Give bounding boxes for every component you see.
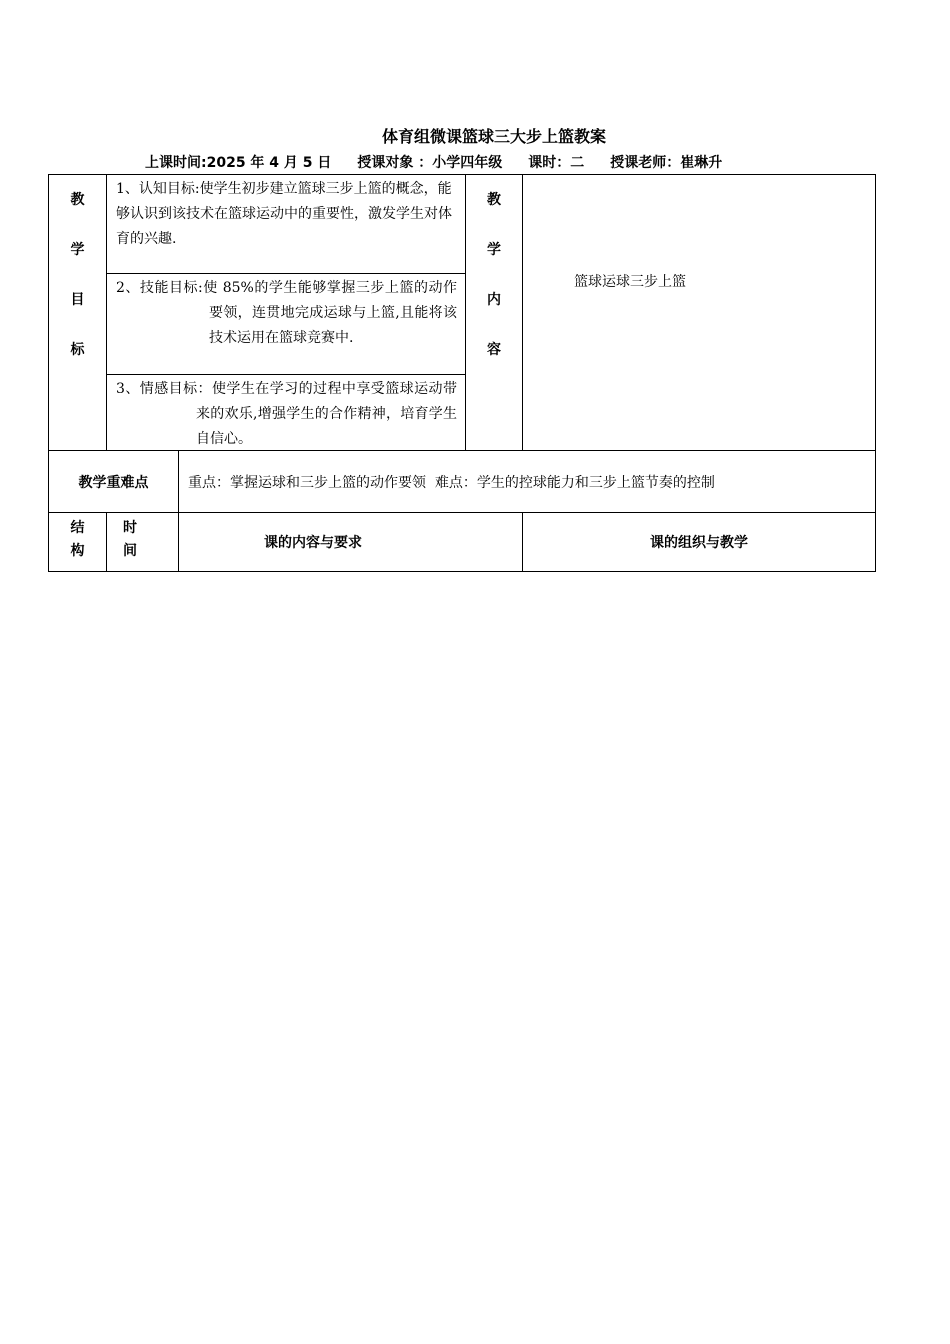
objectives-label-char: 标 bbox=[70, 342, 85, 358]
content-value: 篮球运球三步上篮 bbox=[574, 274, 686, 290]
keypoints-label: 教学重难点 bbox=[78, 474, 149, 491]
content-requirements-header: 课的内容与要求 bbox=[264, 535, 362, 551]
lesson-time: 上课时间:2025 年 4 月 5 日 bbox=[145, 155, 332, 171]
objective-affective-cell bbox=[106, 374, 466, 451]
time-label-cell bbox=[106, 512, 179, 572]
keypoints-value: 重点：掌握运球和三步上篮的动作要领 难点：学生的控球能力和三步上篮节奏的控制 bbox=[188, 474, 715, 491]
objective-skill-text: 2、技能目标:使 85%的学生能够掌握三步上篮的动作要领，连贯地完成运球与上篮,且能将该技术运用在篮球竞赛中. bbox=[116, 280, 457, 346]
lesson-info-line bbox=[145, 152, 722, 172]
content-requirements-header-cell bbox=[178, 512, 523, 572]
objective-cognitive-text: 1、认知目标:使学生初步建立篮球三步上篮的概念，能够认识到该技术在篮球运动中的重要性，激发学生对体育的兴趣. bbox=[116, 181, 452, 247]
keypoints-label-cell bbox=[48, 450, 179, 513]
objectives-label-char: 目 bbox=[70, 292, 85, 308]
structure-label-cell bbox=[48, 512, 107, 572]
objective-affective-text: 3、情感目标：使学生在学习的过程中享受篮球运动带来的欢乐,增强学生的合作精神，培育学生自信心。 bbox=[116, 381, 457, 447]
structure-label-char: 构 bbox=[70, 543, 85, 559]
lesson-period: 课时：二 bbox=[528, 155, 585, 171]
objectives-label-char: 学 bbox=[70, 242, 85, 258]
time-label-char: 时 bbox=[123, 520, 137, 536]
content-label-cell bbox=[465, 174, 523, 451]
objectives-label-char: 教 bbox=[70, 192, 85, 208]
content-label-char: 容 bbox=[487, 342, 501, 358]
time-label-char: 间 bbox=[123, 543, 137, 559]
objectives-label-cell bbox=[48, 174, 107, 451]
keypoints-value-cell bbox=[178, 450, 876, 513]
document-title: 体育组微课篮球三大步上篮教案 bbox=[381, 127, 606, 146]
content-value-cell bbox=[522, 174, 876, 451]
content-label-char: 学 bbox=[487, 242, 501, 258]
content-label-char: 内 bbox=[487, 292, 501, 308]
content-label-char: 教 bbox=[487, 192, 501, 208]
objective-skill-cell bbox=[106, 273, 466, 375]
organization-header: 课的组织与教学 bbox=[650, 535, 748, 551]
lesson-teacher: 授课老师：崔琳升 bbox=[610, 155, 723, 171]
structure-label-char: 结 bbox=[70, 520, 85, 536]
objective-cognitive-cell bbox=[106, 174, 466, 274]
lesson-target: 授课对象 ：小学四年级 bbox=[357, 155, 503, 171]
organization-header-cell bbox=[522, 512, 876, 572]
